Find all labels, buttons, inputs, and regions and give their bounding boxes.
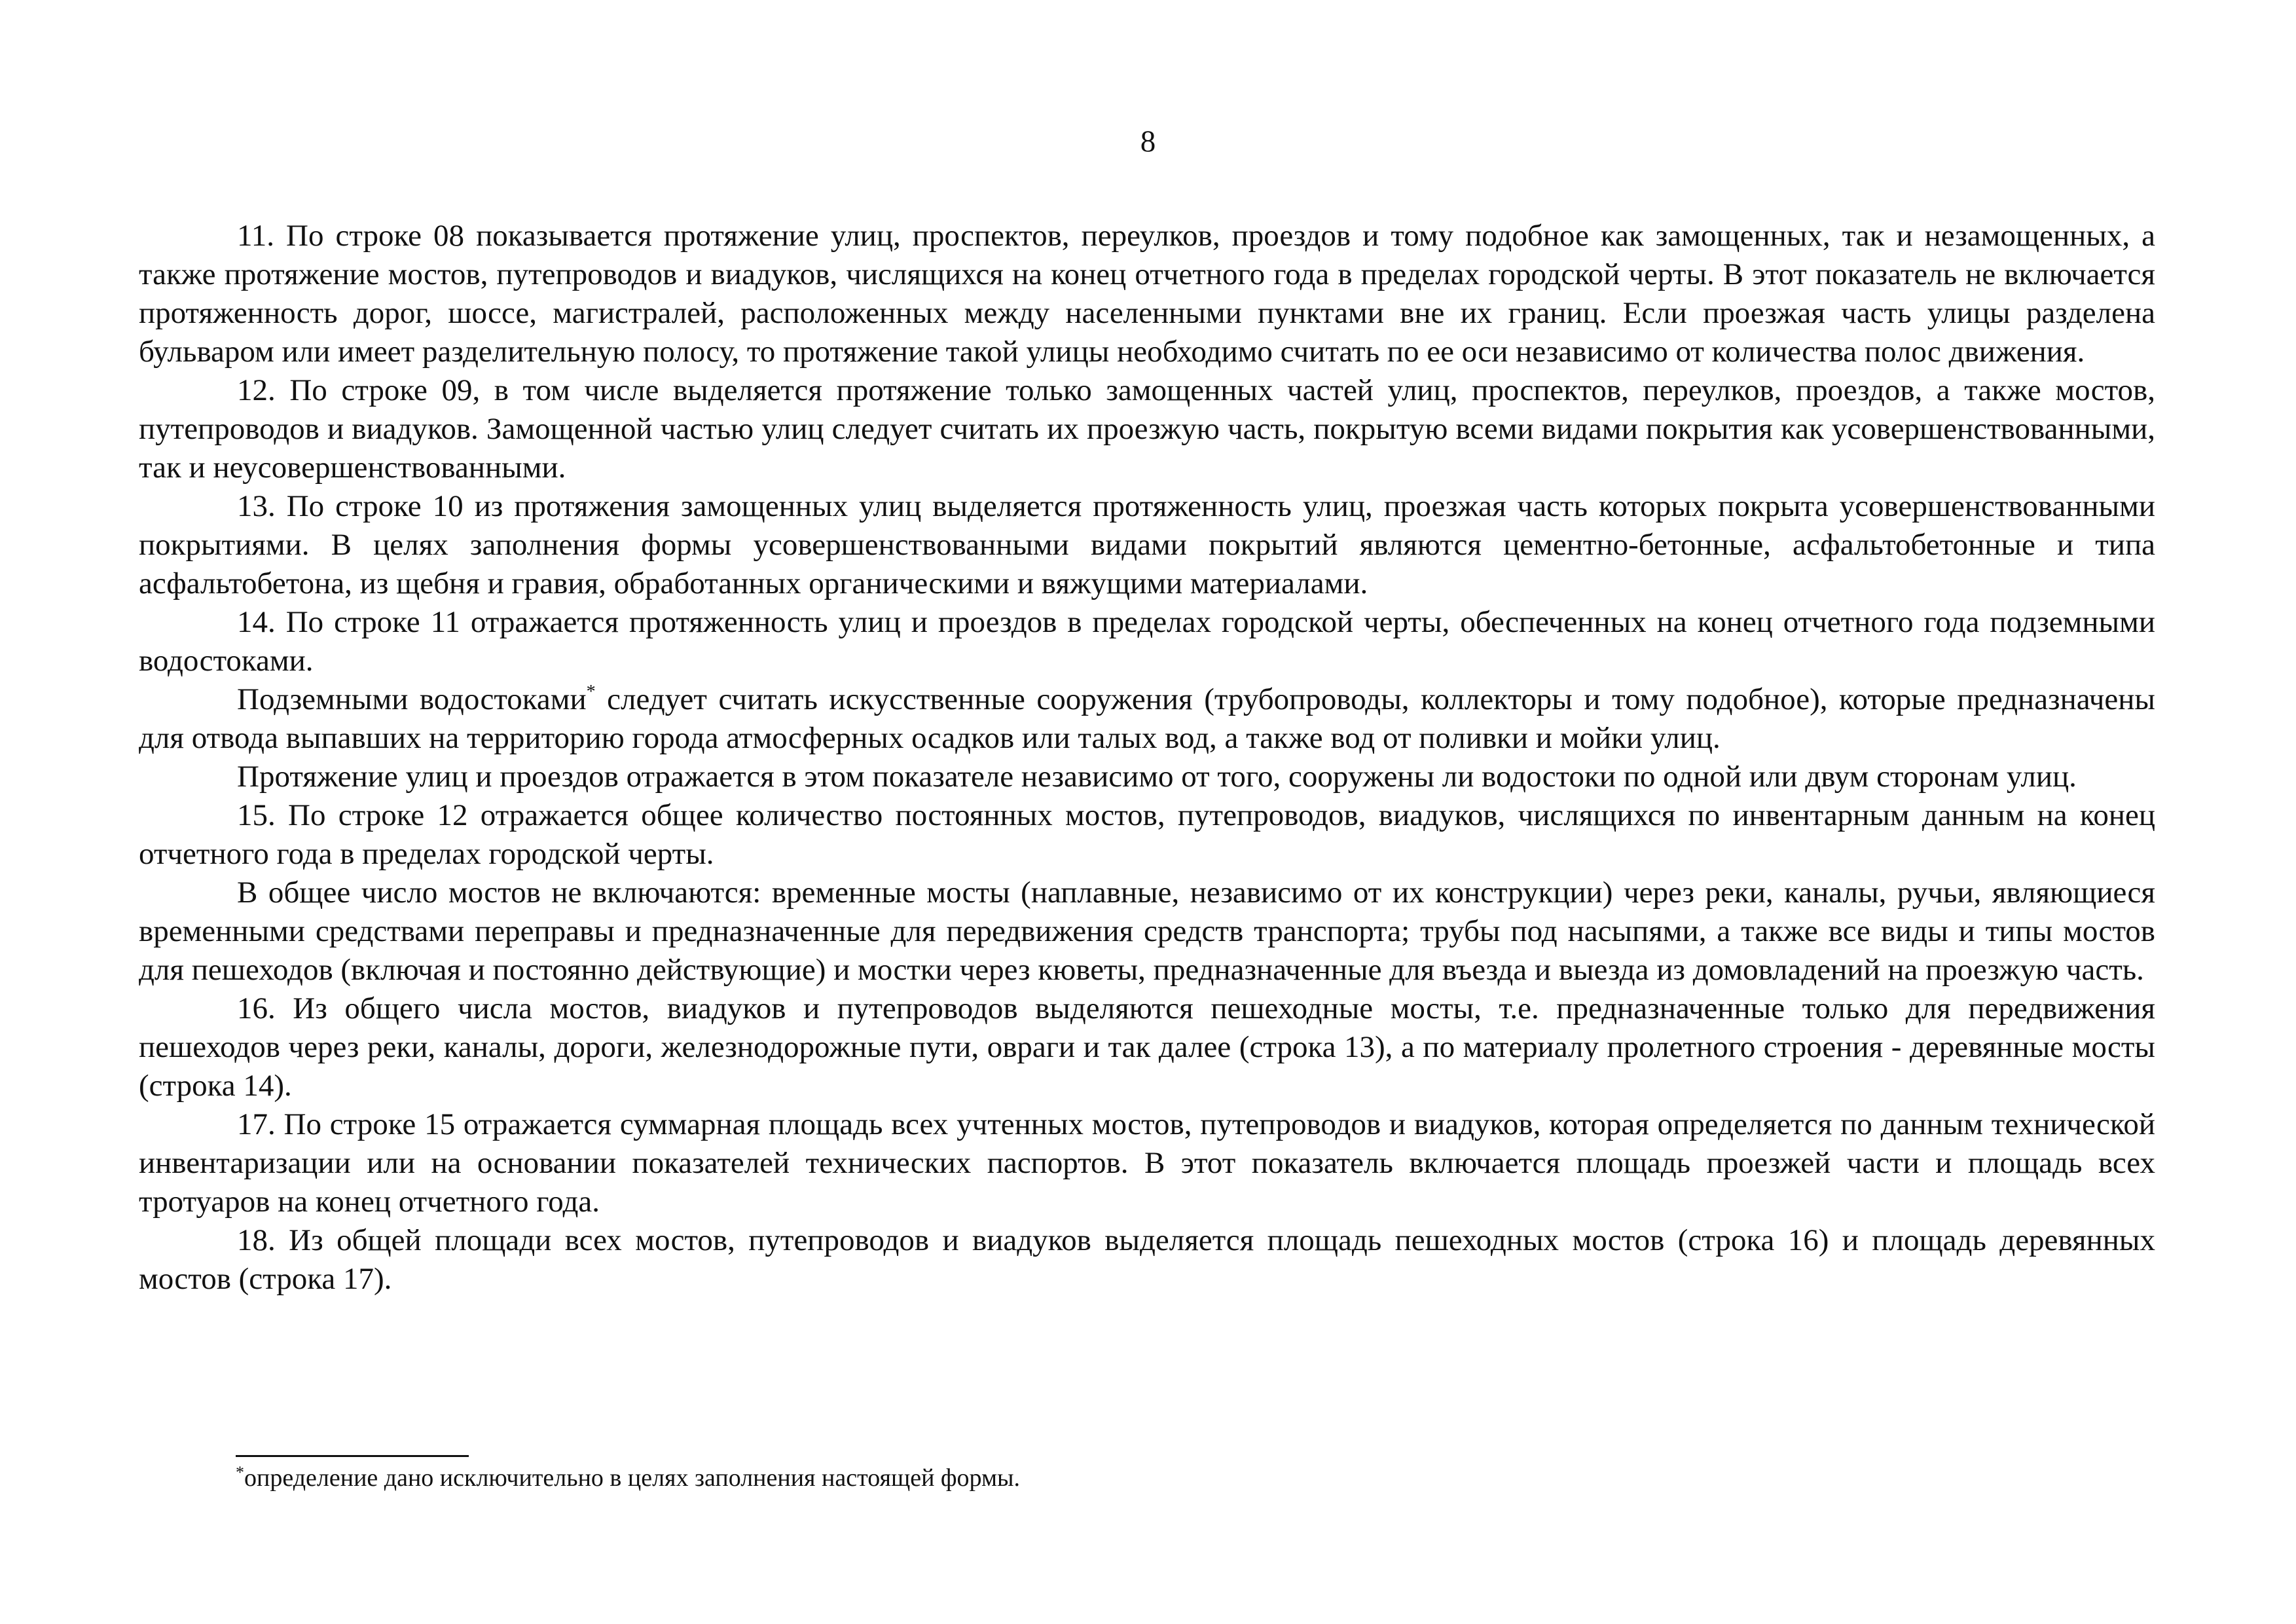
footnote-mark: *: [236, 1463, 244, 1482]
definition-text: следует считать искусственные сооружения (трубопроводы, коллекторы и тому подобное), которые предназначены для отвода выпавших на территорию города атмосферных осадков или талых вод, а также вод от поливки и мойки улиц.: [139, 682, 2155, 755]
paragraph-item-18: 18. Из общей площади всех мостов, путепроводов и виадуков выделяется площадь пешеходных мостов (строка 16) и площадь деревянных мостов (строка 17).: [139, 1223, 2155, 1296]
footnote-text: определение дано исключительно в целях заполнения настоящей формы.: [244, 1464, 1021, 1492]
paragraph-item-13: 13. По строке 10 из протяжения замощенных улиц выделяется протяженность улиц, проезжая часть которых покрыта усовершенствованными покрытиями. В целях заполнения формы усовершенствованными видами покрытий являются цементно-бетонные, асфальтобетонные и типа асфальтобетона, из щебня и гравия, обработанных органическими и вяжущими материалами.: [139, 489, 2155, 600]
definition-term: Подземными водостоками: [237, 682, 587, 716]
paragraph-item-12: 12. По строке 09, в том числе выделяется протяжение только замощенных частей улиц, проспектов, переулков, проездов, а также мостов, путепроводов и виадуков. Замощенной частью улиц следует считать их проезжую часть, покрытую всеми видами покрытия как усовершенствованными, так и неусовершенствованными.: [139, 373, 2155, 485]
footnote-separator: [236, 1455, 469, 1457]
paragraph-item-11: 11. По строке 08 показывается протяжение улиц, проспектов, переулков, проездов и тому подобное как замощенных, так и незамощенных, а также протяжение мостов, путепроводов и виадуков, числящихся на конец отчетного года в пределах городской черты. В этот показатель не включается протяженность дорог, шоссе, магистралей, расположенных между населенными пунктами вне их границ. Если проезжая часть улицы разделена бульваром или имеет разделительную полосу, то протяжение такой улицы необходимо считать по ее оси независимо от количества полос движения.: [139, 219, 2155, 369]
paragraph-item-15: 15. По строке 12 отражается общее количество постоянных мостов, путепроводов, виадуков, числящихся по инвентарным данным на конец отчетного года в пределах городской черты.: [139, 798, 2155, 871]
footnote: [236, 1462, 2134, 1494]
paragraph-item-14: 14. По строке 11 отражается протяженность улиц и проездов в пределах городской черты, обеспеченных на конец отчетного года подземными водостоками.: [139, 605, 2155, 678]
paragraph-item-17: 17. По строке 15 отражается суммарная площадь всех учтенных мостов, путепроводов и виадуков, которая определяется по данным технической инвентаризации или на основании показателей технических паспортов. В этот показатель включается площадь проезжей части и площадь всех тротуаров на конец отчетного года.: [139, 1107, 2155, 1219]
page-number: 8: [1140, 124, 1156, 158]
footnote-reference-mark: *: [586, 682, 596, 702]
paragraph-drainage-length: Протяжение улиц и проездов отражается в этом показателе независимо от того, сооружены ли водостоки по одной или двум сторонам улиц.: [237, 760, 2077, 794]
definition-paragraph: [139, 680, 2155, 758]
paragraph-bridge-exclusions: В общее число мостов не включаются: временные мосты (наплавные, независимо от их конструкции) через реки, каналы, ручьи, являющиеся временными средствами переправы и предназначенные для передвижения средств транспорта; трубы под насыпями, а также все виды и типы мостов для пешеходов (включая и постоянно действующие) и мостки через кюветы, предназначенные для въезда и выезда из домовладений на проезжую часть.: [139, 876, 2155, 987]
paragraph-item-16: 16. Из общего числа мостов, виадуков и путепроводов выделяются пешеходные мосты, т.е. предназначенные только для передвижения пешеходов через реки, каналы, дороги, железнодорожные пути, овраги и так далее (строка 13), а по материалу пролетного строения - деревянные мосты (строка 14).: [139, 991, 2155, 1103]
document-body: [139, 217, 2155, 1299]
